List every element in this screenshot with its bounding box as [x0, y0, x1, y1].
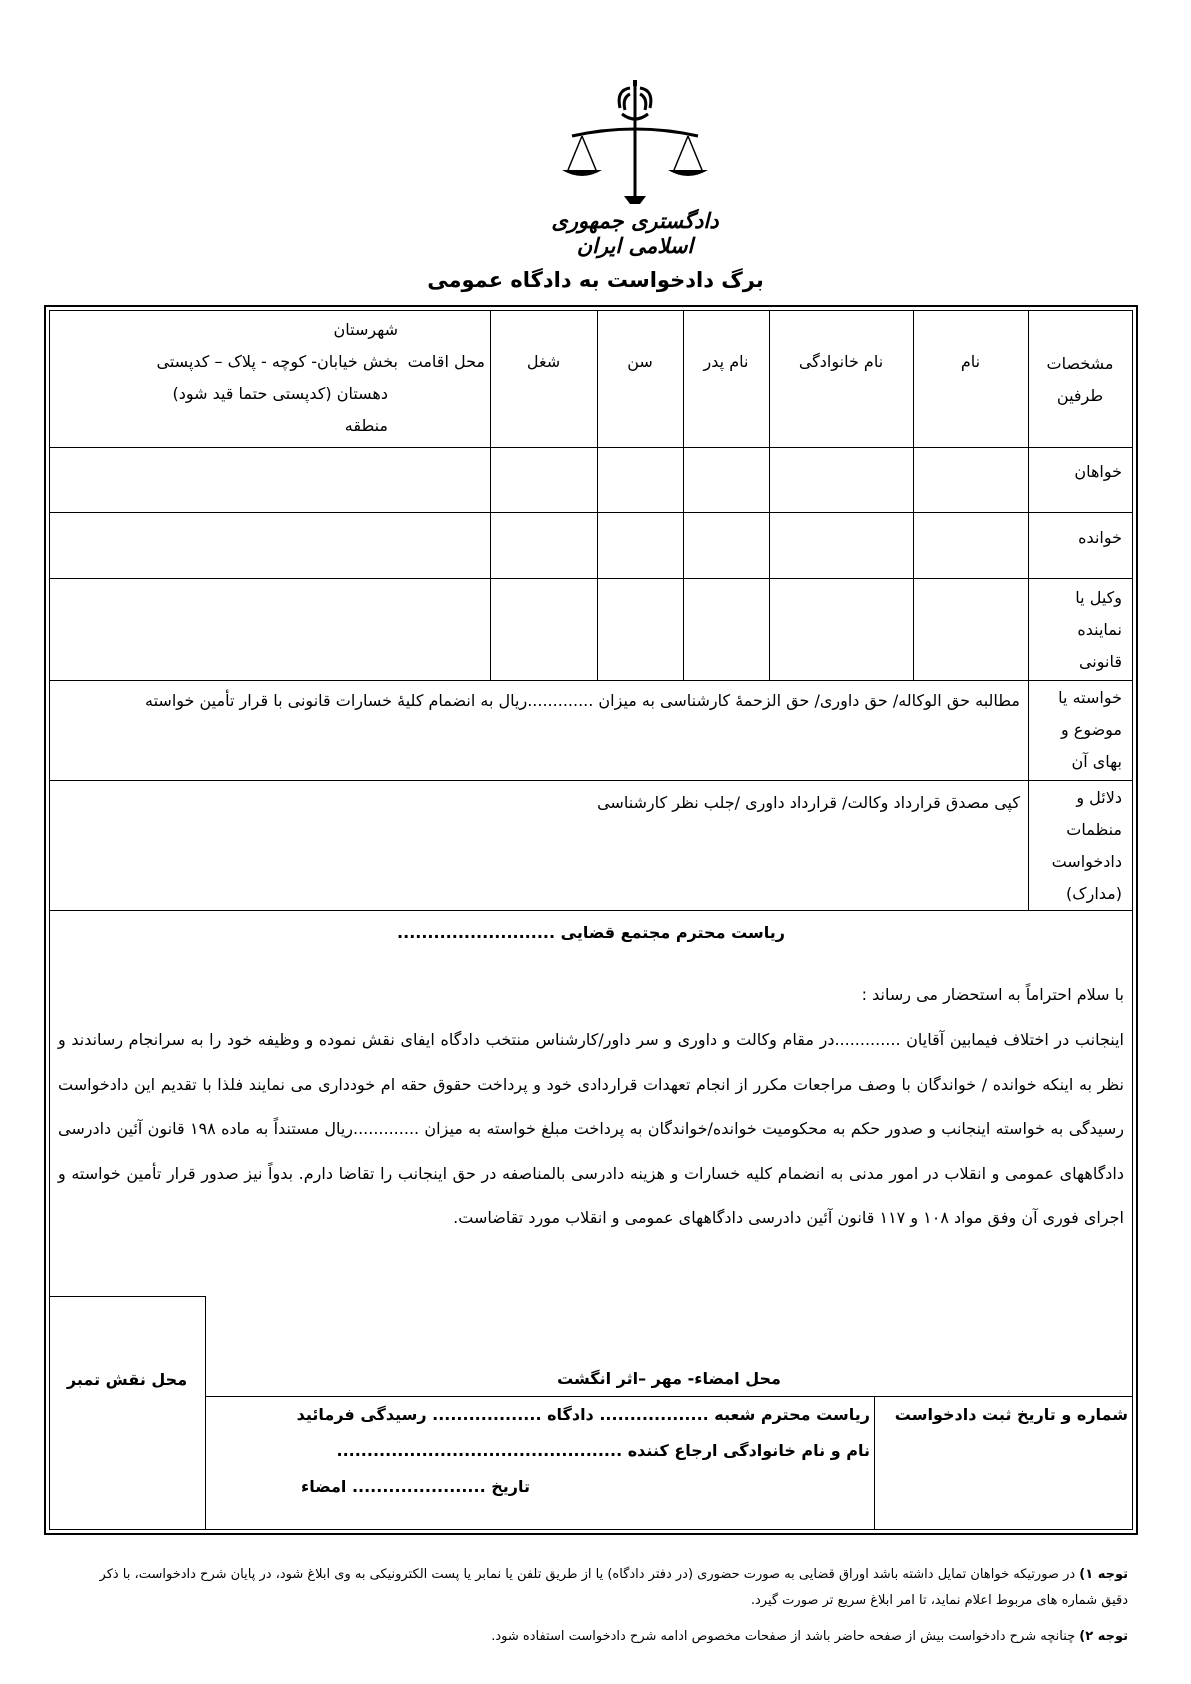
row-attorney: وکیل یا نماینده قانونی [1075, 588, 1122, 671]
petition-addressee: ریاست محترم مجتمع قضایی .......................... [397, 923, 785, 942]
note-2-text: چنانچه شرح دادخواست بیش از صفحه حاضر باشد از صفحات مخصوص ادامه شرح دادخواست استفاده شود. [491, 1629, 1080, 1644]
claim-text: مطالبه حق الوکاله/ حق داوری/ حق الزحمهٔ کارشناسی به میزان .............ریال به انضمام کلیهٔ خسارات قانونی با قرار تأمین خواسته [145, 691, 1020, 710]
referral-line2: نام و نام خانوادگی ارجاع کننده ............................................... [336, 1441, 870, 1460]
stamp-place: محل نقش تمبر [66, 1370, 188, 1389]
note-1 [80, 1562, 1128, 1614]
col-parties: مشخصات طرفین [1046, 354, 1114, 405]
row-plaintiff: خواهان [1074, 462, 1122, 481]
col-age: سن [627, 352, 653, 371]
petition-greeting: با سلام احتراماً به استحضار می رساند : [861, 985, 1124, 1004]
col-father-name: نام پدر [703, 352, 749, 371]
iran-judiciary-emblem-icon [560, 78, 710, 210]
referral-line3: تاریخ ...................... امضاء [301, 1477, 530, 1496]
evidence-text: کپی مصدق قرارداد وکالت/ قرارداد داوری /جلب نظر کارشناسی [597, 793, 1020, 812]
claim-label: خواسته یا موضوع و بهای آن [1058, 688, 1122, 771]
col-residence-line2: بخش خیابان- کوچه - پلاک – کدپستی [156, 352, 398, 371]
col-residence-label: محل اقامت [407, 352, 485, 371]
signature-place: محل امضاء- مهر –اثر انگشت [557, 1369, 781, 1388]
row-defendant: خوانده [1078, 528, 1122, 547]
note-1-text: در صورتیکه خواهان تمایل داشته باشد اوراق قضایی به صورت حضوری (در دفتر دادگاه) یا از طریق تلفن یا نمابر یا پست الکترونیکی به وی ابلاغ شود، در پایان شرح دادخواست، با ذکر دقیق شماره های مربوط اعلام نماید، تا امر ابلاغ سریع تر صورت گیرد. [99, 1567, 1128, 1608]
note-1-label: توجه ۱) [1079, 1567, 1128, 1582]
note-2-label: توجه ۲) [1079, 1629, 1128, 1644]
registration-number-date: شماره و تاریخ ثبت دادخواست [894, 1405, 1128, 1424]
col-residence-line3: دهستان (کدپستی حتما قید شود) [172, 384, 388, 403]
note-2 [80, 1624, 1128, 1650]
org-name: دادگستری جمهوری اسلامی ایران [551, 208, 719, 258]
form-title: برگ دادخواست به دادگاه عمومی [427, 268, 764, 292]
evidence-label: دلائل و منظمات دادخواست (مدارک) [1051, 788, 1122, 903]
referral-line1: ریاست محترم شعبه .................. دادگاه .................. رسیدگی فرمائید [296, 1405, 870, 1424]
col-first-name: نام [960, 352, 981, 371]
col-occupation: شغل [526, 352, 561, 371]
col-residence-line1: شهرستان [333, 320, 398, 339]
col-last-name: نام خانوادگی [798, 352, 884, 371]
col-residence-line4: منطقه [344, 416, 388, 435]
petition-body: اینجانب در اختلاف فیمابین آقایان .............در مقام وکالت و داوری و سر داور/کارشناس منتخب دادگاه ایفای نقش نموده و وظیفه خود را به سرانجام رساندند و نظر به اینکه خوانده / خواندگان با وصف مراجعات مکرر از انجام تعهدات قراردادی خود و پرداخت حقوق حقه ام خودداری می نمایند فلذا با تقدیم این دادخواست رسیدگی به خواسته اینجانب و صدور حکم به محکومیت خوانده/خواندگان به پرداخت مبلغ خواسته به میزان .............ریال مستنداً به ماده ۱۹۸ قانون آئین دادرسی دادگاههای عمومی و انقلاب در امور مدنی به انضمام کلیه خسارات و هزینه دادرسی بالمناصفه در حق اینجانب را تقاضا دارم. بدواً نیز صدور قرار تأمین خواسته و اجرای فوری آن وفق مواد ۱۰۸ و ۱۱۷ قانون آئین دادرسی دادگاههای عمومی و انقلاب مورد تقاضاست. [58, 1030, 1124, 1227]
